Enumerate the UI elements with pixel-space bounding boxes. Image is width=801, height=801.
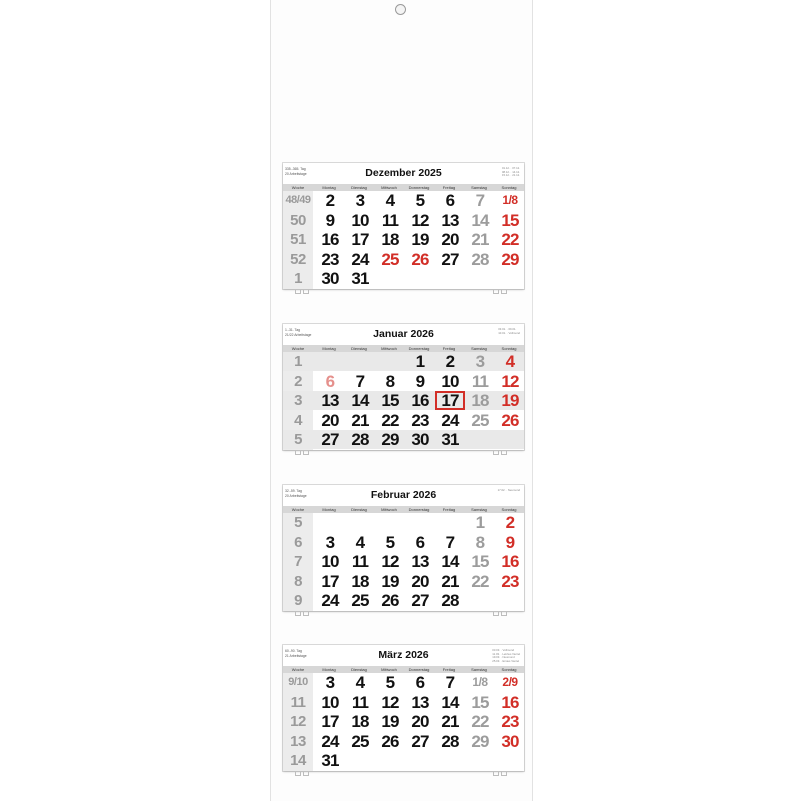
hanging-hook xyxy=(493,772,499,776)
day-cell[interactable]: 27 xyxy=(441,249,459,269)
day-cell[interactable]: 5 xyxy=(385,532,395,552)
day-cell[interactable]: 3 xyxy=(325,532,335,552)
week-number: 1 xyxy=(294,270,302,287)
weekday-label: Samstag xyxy=(471,185,487,190)
week-row xyxy=(283,591,524,610)
weekday-header-row xyxy=(283,345,524,352)
month-info-line: 21 Arbeitstage xyxy=(285,653,307,658)
day-cell[interactable]: 13 xyxy=(411,692,429,712)
day-cell[interactable]: 18 xyxy=(471,391,489,410)
week-row xyxy=(283,751,524,770)
hanging-hook xyxy=(303,290,309,294)
day-cell[interactable]: 14 xyxy=(441,552,459,571)
legend-line: 03.01. · 09.01. xyxy=(498,327,517,331)
day-cell[interactable]: 8 xyxy=(475,532,485,552)
day-cell[interactable]: 30 xyxy=(411,430,429,449)
day-cell[interactable]: 23 xyxy=(501,712,519,731)
weekday-label: Freitag xyxy=(442,185,456,190)
month-header xyxy=(283,163,524,183)
day-cell[interactable]: 3 xyxy=(475,352,485,371)
week-number: 14 xyxy=(290,752,306,769)
day-cell[interactable]: 21 xyxy=(441,571,459,591)
day-cell[interactable]: 24 xyxy=(321,731,339,751)
weekday-label: Donnerstag xyxy=(408,185,430,190)
weekday-label: Samstag xyxy=(471,507,487,512)
weekday-label: Montag xyxy=(322,185,336,190)
day-cell[interactable]: 6 xyxy=(415,673,425,692)
day-cell[interactable]: 15 xyxy=(471,692,489,712)
week-number: 50 xyxy=(290,211,306,229)
week-row xyxy=(283,411,524,430)
hanging-hole xyxy=(395,4,406,15)
weekday-label: Mittwoch xyxy=(381,667,397,672)
hanging-hook xyxy=(493,290,499,294)
day-cell[interactable]: 10 xyxy=(321,552,339,571)
weekday-label: Mittwoch xyxy=(381,185,397,190)
week-number: 2 xyxy=(294,372,302,390)
legend-line: 15.12. · 21.12. xyxy=(501,173,520,178)
weekday-label: Samstag xyxy=(471,667,487,672)
day-cell[interactable]: 5 xyxy=(385,673,395,692)
week-row xyxy=(283,391,524,410)
day-cell[interactable]: 10 xyxy=(321,692,339,712)
hanging-hook xyxy=(295,290,301,294)
day-cell[interactable]: 2 xyxy=(505,513,515,532)
day-cell[interactable]: 26 xyxy=(381,731,399,751)
week-row xyxy=(283,211,524,230)
week-number: 6 xyxy=(294,533,302,551)
weekday-label: Samstag xyxy=(471,346,487,351)
day-cell[interactable]: 29 xyxy=(381,430,399,449)
weekday-label: Dienstag xyxy=(351,185,367,190)
month-title: Dezember 2025 xyxy=(365,167,442,179)
legend-line: 17.02. · Neumond xyxy=(497,488,520,492)
day-cell[interactable]: 12 xyxy=(381,692,399,712)
month-info-line: 32.-59. Tag xyxy=(285,489,302,493)
day-cell[interactable]: 16 xyxy=(501,692,519,712)
day-cell[interactable]: 9 xyxy=(325,210,335,230)
weekday-header-row xyxy=(283,666,524,673)
week-column-label: Woche xyxy=(291,667,305,672)
week-number: 51 xyxy=(290,231,306,248)
moon-phase-legend xyxy=(498,489,520,493)
day-cell[interactable]: 11 xyxy=(471,371,489,391)
day-cell[interactable]: 6 xyxy=(445,191,455,210)
day-cell[interactable]: 12 xyxy=(411,210,429,230)
day-cell[interactable]: 21 xyxy=(471,230,489,249)
day-cell[interactable]: 26 xyxy=(411,249,429,269)
day-cell[interactable]: 2/9 xyxy=(502,675,518,689)
month-panel xyxy=(283,645,524,771)
day-cell[interactable]: 18 xyxy=(351,712,369,731)
week-row xyxy=(283,513,524,532)
day-cell[interactable]: 18 xyxy=(381,230,399,249)
week-row xyxy=(283,352,524,371)
month-title: Februar 2026 xyxy=(370,489,437,501)
day-cell[interactable]: 24 xyxy=(351,249,369,269)
month-header xyxy=(283,324,524,344)
day-cell[interactable]: 21 xyxy=(351,410,369,430)
day-cell[interactable]: 14 xyxy=(441,692,459,712)
month-info-line: 21/22 Arbeitstage xyxy=(285,332,312,337)
day-cell[interactable]: 19 xyxy=(411,230,429,249)
week-row xyxy=(283,191,524,210)
week-column-label: Woche xyxy=(291,185,305,190)
month-panel xyxy=(283,324,524,450)
month-info-line: 60.-90. Tag xyxy=(285,649,302,653)
weekday-label: Dienstag xyxy=(351,507,367,512)
month-title: Januar 2026 xyxy=(373,328,434,340)
day-cell[interactable]: 28 xyxy=(441,731,459,751)
day-cell[interactable]: 25 xyxy=(471,410,489,430)
week-number: 9/10 xyxy=(288,676,308,688)
day-cell[interactable]: 20 xyxy=(441,230,459,249)
day-cell[interactable]: 25 xyxy=(351,731,369,751)
month-header xyxy=(283,485,524,505)
weekday-header-row xyxy=(283,506,524,513)
month-info-line: 335.-365. Tag xyxy=(285,167,306,171)
weekday-label: Montag xyxy=(322,507,336,512)
legend-line: 08.12. · 14.12. xyxy=(501,169,520,174)
moon-phase-legend xyxy=(502,167,520,178)
day-cell[interactable]: 27 xyxy=(411,591,429,610)
day-cell[interactable]: 6 xyxy=(415,532,425,552)
day-cell[interactable]: 31 xyxy=(321,751,339,770)
day-cell[interactable]: 16 xyxy=(501,552,519,571)
day-cell[interactable]: 11 xyxy=(351,552,369,571)
day-cell[interactable]: 20 xyxy=(321,410,339,430)
day-cell[interactable]: 4 xyxy=(505,352,515,371)
weekday-label: Montag xyxy=(322,346,336,351)
day-cell[interactable]: 17 xyxy=(321,571,339,591)
day-cell[interactable]: 23 xyxy=(321,249,339,269)
hanging-hook xyxy=(303,772,309,776)
day-cell[interactable]: 23 xyxy=(411,410,429,430)
day-cell[interactable]: 7 xyxy=(475,191,485,210)
day-cell[interactable]: 15 xyxy=(471,552,489,571)
day-cell[interactable]: 7 xyxy=(445,673,455,692)
day-cell[interactable]: 4 xyxy=(355,532,365,552)
weekday-label: Donnerstag xyxy=(408,667,430,672)
day-cell[interactable]: 14 xyxy=(471,210,489,230)
hanging-hook xyxy=(303,612,309,616)
day-cell[interactable]: 22 xyxy=(381,410,399,430)
week-number: 52 xyxy=(290,250,306,268)
day-cell[interactable]: 25 xyxy=(351,591,369,610)
weekday-label: Sonntag xyxy=(501,507,517,512)
day-cell[interactable]: 13 xyxy=(441,210,459,230)
legend-line: 03.03. · Vollmond xyxy=(492,648,515,652)
weekday-label: Mittwoch xyxy=(381,507,397,512)
day-cell[interactable]: 1 xyxy=(415,352,425,371)
weekday-label: Donnerstag xyxy=(408,346,430,351)
week-row xyxy=(283,269,524,288)
month-header xyxy=(283,645,524,665)
day-cell[interactable]: 5 xyxy=(415,191,425,210)
day-cell[interactable]: 1/8 xyxy=(502,193,518,207)
week-number: 11 xyxy=(290,693,306,711)
day-cell[interactable]: 28 xyxy=(351,430,369,449)
week-number: 7 xyxy=(294,553,302,570)
moon-phase-legend xyxy=(498,328,520,335)
weekday-header-row xyxy=(283,184,524,191)
week-number: 1 xyxy=(294,353,302,370)
week-row xyxy=(283,372,524,391)
day-cell[interactable]: 15 xyxy=(381,391,399,410)
hanging-hook xyxy=(295,772,301,776)
hanging-hook xyxy=(501,451,507,455)
day-cell[interactable]: 23 xyxy=(501,571,519,591)
weekday-label: Freitag xyxy=(442,346,456,351)
week-number: 8 xyxy=(294,572,302,590)
day-cell[interactable]: 31 xyxy=(351,269,369,288)
hanging-hook xyxy=(295,612,301,616)
week-row xyxy=(283,430,524,449)
day-cell[interactable]: 2 xyxy=(325,191,335,210)
day-cell[interactable]: 6 xyxy=(325,371,335,391)
day-cell[interactable]: 15 xyxy=(501,210,519,230)
day-cell[interactable]: 28 xyxy=(471,249,489,269)
day-cell[interactable]: 1 xyxy=(475,513,485,532)
day-cell[interactable]: 14 xyxy=(351,391,369,410)
weekday-label: Sonntag xyxy=(501,346,517,351)
day-cell[interactable]: 26 xyxy=(381,591,399,610)
hanging-hook xyxy=(501,290,507,294)
weekday-label: Sonntag xyxy=(501,667,517,672)
day-cell[interactable]: 3 xyxy=(355,191,365,210)
day-cell[interactable]: 11 xyxy=(351,692,369,712)
month-info-line: 20 Arbeitstage xyxy=(285,171,307,176)
day-cell[interactable]: 16 xyxy=(321,230,339,249)
week-column-label: Woche xyxy=(291,507,305,512)
day-cell[interactable]: 31 xyxy=(441,430,459,449)
day-cell[interactable]: 25 xyxy=(381,249,399,269)
week-row xyxy=(283,732,524,751)
day-cell[interactable]: 19 xyxy=(381,712,399,731)
day-cell[interactable]: 30 xyxy=(321,269,339,288)
week-row xyxy=(283,552,524,571)
day-cell[interactable]: 27 xyxy=(321,430,339,449)
day-cell[interactable]: 10 xyxy=(351,210,369,230)
day-cell[interactable]: 12 xyxy=(381,552,399,571)
day-cell[interactable]: 21 xyxy=(441,712,459,731)
day-cell[interactable]: 9 xyxy=(505,532,515,552)
weekday-label: Dienstag xyxy=(351,346,367,351)
weekday-label: Freitag xyxy=(442,507,456,512)
month-info-line: 1.-31. Tag xyxy=(285,328,301,332)
month-panel xyxy=(283,485,524,611)
legend-line: 01.12. · 07.12. xyxy=(501,166,520,170)
legend-line: 25.03. · Erstes Viertel xyxy=(492,658,520,663)
hanging-hook xyxy=(493,451,499,455)
day-cell[interactable]: 3 xyxy=(325,673,335,692)
day-cell[interactable]: 20 xyxy=(411,712,429,731)
week-number: 4 xyxy=(294,411,302,429)
month-panel xyxy=(283,163,524,289)
day-cell[interactable]: 19 xyxy=(381,571,399,591)
month-title: März 2026 xyxy=(378,649,429,661)
day-cell[interactable]: 10 xyxy=(441,371,459,391)
legend-line: 10.01. · Vollmond xyxy=(498,330,520,335)
hanging-hook xyxy=(303,451,309,455)
day-cell[interactable]: 17 xyxy=(351,230,369,249)
week-number: 48/49 xyxy=(285,194,311,206)
legend-line: 11.03. · Letztes Viertel xyxy=(492,651,520,656)
week-number: 13 xyxy=(290,732,306,750)
week-row xyxy=(283,693,524,712)
day-cell[interactable]: 26 xyxy=(501,410,519,430)
day-cell[interactable]: 1/8 xyxy=(472,675,488,689)
day-cell[interactable]: 18 xyxy=(351,571,369,591)
hanging-hook xyxy=(295,451,301,455)
day-cell[interactable]: 22 xyxy=(471,571,489,591)
weekday-label: Montag xyxy=(322,667,336,672)
day-cell[interactable]: 30 xyxy=(501,731,519,751)
legend-line: 19.03. · Neumond xyxy=(492,655,515,660)
day-cell[interactable]: 8 xyxy=(385,371,395,391)
moon-phase-legend xyxy=(492,649,520,663)
day-cell[interactable]: 4 xyxy=(385,191,395,210)
weekday-label: Mittwoch xyxy=(381,346,397,351)
week-number: 9 xyxy=(294,592,302,609)
day-cell[interactable]: 19 xyxy=(501,391,519,410)
month-info-line: 20 Arbeitstage xyxy=(285,493,307,498)
week-row xyxy=(283,712,524,731)
day-cell[interactable]: 13 xyxy=(411,552,429,571)
day-cell[interactable]: 4 xyxy=(355,673,365,692)
week-row xyxy=(283,572,524,591)
day-cell[interactable]: 24 xyxy=(441,410,459,430)
week-row xyxy=(283,250,524,269)
day-cell[interactable]: 22 xyxy=(471,712,489,731)
day-cell[interactable]: 13 xyxy=(321,391,339,410)
day-cell[interactable]: 12 xyxy=(501,371,519,391)
day-cell[interactable]: 16 xyxy=(411,391,429,410)
week-number: 12 xyxy=(290,713,306,730)
weekday-label: Sonntag xyxy=(501,185,517,190)
day-cell[interactable]: 2 xyxy=(445,352,455,371)
day-cell[interactable]: 20 xyxy=(411,571,429,591)
week-row xyxy=(283,533,524,552)
weekday-label: Donnerstag xyxy=(408,507,430,512)
day-cell[interactable]: 11 xyxy=(381,210,399,230)
day-cell[interactable]: 28 xyxy=(441,591,459,610)
hanging-hook xyxy=(493,612,499,616)
day-cell[interactable]: 24 xyxy=(321,591,339,610)
day-cell[interactable]: 17 xyxy=(321,712,339,731)
week-row xyxy=(283,673,524,692)
day-cell[interactable]: 17 xyxy=(435,391,465,410)
day-cell[interactable]: 29 xyxy=(501,249,519,269)
hanging-hook xyxy=(501,612,507,616)
weekday-label: Freitag xyxy=(442,667,456,672)
day-cell[interactable]: 9 xyxy=(415,371,425,391)
week-number: 5 xyxy=(294,514,302,531)
day-cell[interactable]: 22 xyxy=(501,230,519,249)
hanging-hook xyxy=(501,772,507,776)
day-cell[interactable]: 7 xyxy=(445,532,455,552)
week-number: 5 xyxy=(294,431,302,448)
week-number: 3 xyxy=(294,392,302,409)
day-cell[interactable]: 27 xyxy=(411,731,429,751)
weekday-label: Dienstag xyxy=(351,667,367,672)
day-cell[interactable]: 7 xyxy=(355,371,365,391)
week-row xyxy=(283,230,524,249)
week-column-label: Woche xyxy=(291,346,305,351)
day-cell[interactable]: 29 xyxy=(471,731,489,751)
